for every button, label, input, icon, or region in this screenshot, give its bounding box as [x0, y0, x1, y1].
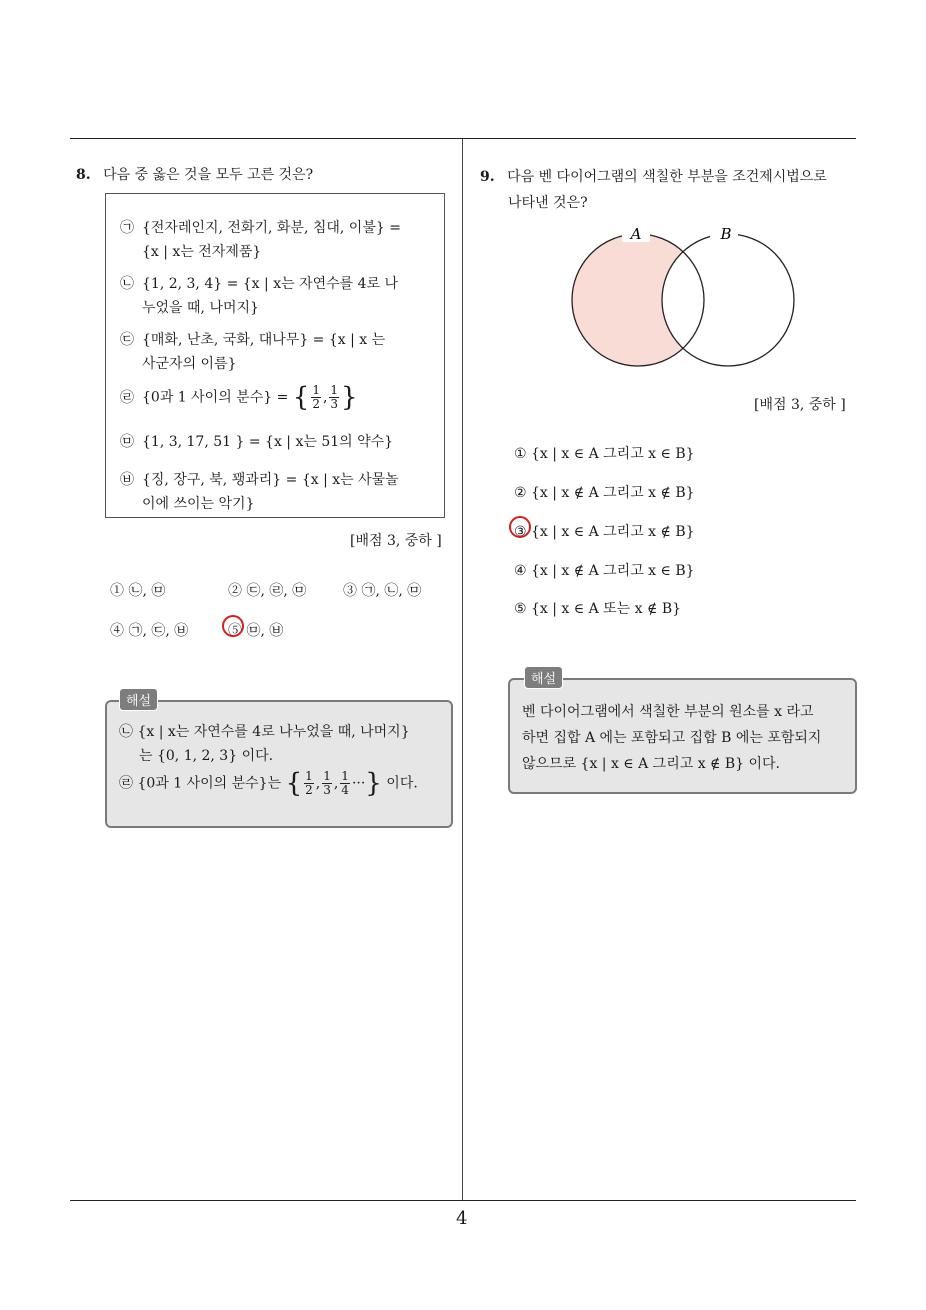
choice-3[interactable]: ③ ㉠, ㉡, ㉤ [343, 583, 422, 599]
choice-1[interactable]: ① ㉡, ㉤ [110, 583, 166, 599]
statement-marker: ㉠ [120, 220, 134, 236]
question-number: 8. [76, 167, 91, 183]
question-8 [76, 164, 456, 184]
venn-label-a: A [630, 225, 642, 243]
venn-shaded-region [560, 220, 810, 380]
bottom-rule [70, 1200, 856, 1201]
explanation-box [105, 694, 453, 828]
choice-4[interactable]: ④ ㉠, ㉢, ㉥ [110, 623, 189, 639]
statement-marker: ㉥ [120, 472, 134, 488]
statement-box [105, 193, 445, 518]
explanation-line: 는 {0, 1, 2, 3} 이다. [139, 748, 274, 764]
top-rule [70, 138, 856, 139]
fraction: $\frac{1}{2}$ [305, 769, 313, 797]
explanation-line: ㉡ {x | x는 자연수를 4로 나누었을 때, 나머지} [119, 724, 410, 740]
fraction: $\frac{1}{3}$ [330, 383, 339, 411]
statement-line: {0과 1 사이의 분수} = [142, 389, 289, 406]
answer-circle-mark [222, 615, 244, 637]
answer-circle-mark [509, 516, 531, 538]
statement-5 [120, 430, 432, 454]
separator: , [322, 389, 328, 406]
statement-4 [120, 384, 432, 411]
statement-line: {전자레인지, 전화기, 화분, 침대, 이불} = [142, 220, 401, 236]
venn-diagram [560, 220, 810, 380]
page-number: 4 [456, 1208, 468, 1229]
explanation-tag: 해설 [524, 666, 563, 689]
statement-3 [120, 328, 432, 376]
explanation-tag: 해설 [119, 688, 158, 711]
choice-3[interactable]: ③ {x | x ∈ A 그리고 x ∉ B} [514, 524, 695, 540]
statement-line: {징, 장구, 북, 꽹과리} = {x | x는 사물놀 [142, 472, 399, 488]
choice-4[interactable]: ④ {x | x ∉ A 그리고 x ∈ B} [514, 563, 695, 579]
question-text: 다음 벤 다이어그램의 색칠한 부분을 조건제시법으로 [507, 169, 827, 185]
statement-marker: ㉣ [120, 389, 134, 406]
fraction: $\frac{1}{4}$ [341, 769, 349, 797]
brace-open: { [285, 768, 303, 799]
statement-line: 누었을 때, 나머지} [142, 300, 259, 316]
statement-1 [120, 216, 432, 264]
choice-2[interactable]: ② {x | x ∉ A 그리고 x ∉ B} [514, 485, 695, 501]
statement-2 [120, 272, 432, 320]
statement-marker: ㉢ [120, 332, 134, 348]
fraction: $\frac{1}{2}$ [312, 383, 320, 411]
choice-1[interactable]: ① {x | x ∈ A 그리고 x ∈ B} [514, 446, 695, 462]
explanation-box [508, 672, 857, 794]
brace-close: } [365, 768, 382, 799]
brace-close: } [341, 382, 358, 413]
score-label: [배점 3, 중하 ] [350, 533, 442, 549]
statement-line: 사군자의 이름} [142, 356, 237, 372]
brace-open: { [292, 382, 310, 413]
question-9 [480, 164, 870, 216]
fraction: $\frac{1}{3}$ [323, 769, 331, 797]
question-text: 나타낸 것은? [508, 195, 588, 211]
explanation-line: 벤 다이어그램에서 색칠한 부분의 원소를 x 라고 [522, 704, 814, 720]
statement-line: {매화, 난초, 국화, 대나무} = {x | x 는 [142, 332, 386, 348]
choice-2[interactable]: ② ㉢, ㉣, ㉤ [228, 583, 307, 599]
choice-5[interactable]: ⑤ {x | x ∈ A 또는 x ∉ B} [514, 601, 682, 617]
venn-label-b: B [720, 225, 732, 243]
statement-6 [120, 468, 432, 516]
question-number: 9. [480, 169, 495, 185]
statement-marker: ㉤ [120, 434, 134, 450]
score-label: [배점 3, 중하 ] [754, 397, 846, 413]
statement-line: {1, 3, 17, 51 } = {x | x는 51의 약수} [142, 434, 394, 450]
choice-5[interactable]: ⑤ ㉤, ㉥ [228, 623, 284, 639]
question-text: 다음 중 옳은 것을 모두 고른 것은? [103, 167, 314, 183]
explanation-line: 않으므로 {x | x ∈ A 그리고 x ∉ B} 이다. [522, 756, 781, 772]
statement-line: {1, 2, 3, 4} = {x | x는 자연수를 4로 나 [142, 276, 399, 292]
column-divider [462, 139, 463, 1201]
statement-line: {x | x는 전자제품} [142, 244, 262, 260]
statement-marker: ㉡ [120, 276, 134, 292]
statement-line: 이에 쓰이는 악기} [142, 496, 255, 512]
explanation-line: 하면 집합 A 에는 포함되고 집합 B 에는 포함되지 [522, 730, 822, 746]
explanation-line: ㉣ {0과 1 사이의 분수}는 { $\frac{1}{2}$ , $\frac{1}{3}$ , $\frac{1}{4}$ ···} 이다. [119, 768, 418, 799]
